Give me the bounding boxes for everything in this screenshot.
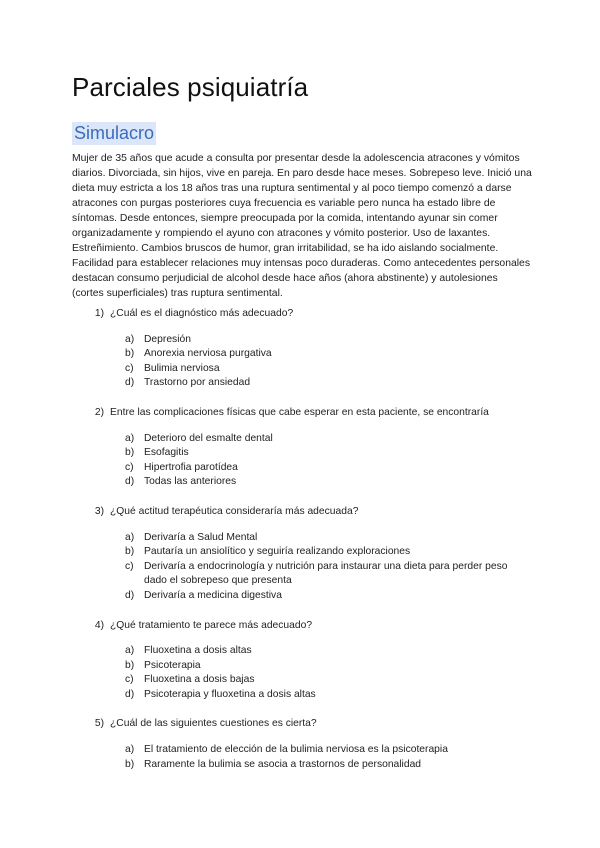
option-letter: c) <box>125 461 134 473</box>
question-line <box>72 406 542 421</box>
option-text: Esofagitis <box>144 447 189 459</box>
question-number: 4) <box>94 619 104 631</box>
answer-options <box>125 333 542 391</box>
question-list <box>72 307 542 772</box>
option-text: Psicoterapia y fluoxetina a dosis altas <box>144 688 316 700</box>
option-text: Anorexia nerviosa purgativa <box>144 348 272 360</box>
answer-option <box>125 673 542 688</box>
answer-option <box>125 475 542 490</box>
option-letter: a) <box>125 531 135 543</box>
question-text: ¿Cuál es el diagnóstico más adecuado? <box>110 308 294 319</box>
answer-options <box>125 644 542 702</box>
answer-option <box>125 432 542 447</box>
answer-option <box>125 461 542 476</box>
option-text: Todas las anteriores <box>144 476 237 488</box>
answer-options <box>125 743 542 772</box>
answer-option <box>125 362 542 377</box>
option-text: El tratamiento de elección de la bulimia nerviosa es la psicoterapia <box>144 744 448 756</box>
option-letter: c) <box>125 674 134 686</box>
option-text: Hipertrofia parotídea <box>144 461 238 473</box>
option-text: Raramente la bulimia se asocia a trastornos de personalidad <box>144 758 422 770</box>
option-letter: a) <box>125 744 135 756</box>
question-line <box>72 307 542 322</box>
answer-options <box>125 531 542 604</box>
answer-option <box>125 333 542 348</box>
question-number: 3) <box>94 505 104 517</box>
option-letter: a) <box>125 645 135 657</box>
question-item <box>72 406 542 490</box>
section-heading: Simulacro <box>74 123 155 143</box>
answer-option <box>125 743 542 758</box>
question-text: Entre las complicaciones físicas que cabe esperar en esta paciente, se encontraría <box>110 406 489 418</box>
option-text: Bulimia nerviosa <box>144 362 220 374</box>
option-text: Derivaría a Salud Mental <box>144 531 258 543</box>
option-letter: b) <box>125 758 135 770</box>
answer-option <box>125 545 542 560</box>
option-text: Deterioro del esmalte dental <box>144 432 273 444</box>
option-letter: a) <box>125 333 135 345</box>
case-description: Mujer de 35 años que acude a consulta por presentar desde la adolescencia atracones y vómitos diarios. Divorciada, sin hijos, vive en pareja. En paro desde hace meses. Sobrepeso leve. Inició una dieta muy estricta a los 18 años tras una ruptura sentimental y al poco tiempo comenzó a darse atracones con purgas posteriores cuya frecuencia es variable pero nunca ha estado libre de síntomas. Desde entonces, siempre preocupada por la comida, intentando ayunar sin comer organizadamente y rompiendo el ayuno con atracones y vómito posterior. Uso de laxantes. Estreñimiento. Cambios bruscos de humor, gran irritabilidad, se ha ido aislando socialmente. Facilidad para establecer relaciones muy intensas poco duraderas. Como antecedentes personales destacan consumo perjudicial de alcohol desde hace años (ahora abstinente) y autolesiones (cortes superficiales) tras ruptura sentimental. <box>72 153 532 300</box>
question-item <box>72 717 542 772</box>
option-text: Fluoxetina a dosis altas <box>144 645 252 657</box>
question-text: ¿Qué actitud terapéutica consideraría más adecuada? <box>110 505 359 517</box>
question-text: ¿Cuál de las siguientes cuestiones es cierta? <box>110 718 317 730</box>
question-item <box>72 619 542 703</box>
question-number: 5) <box>94 718 104 730</box>
question-number: 2) <box>94 406 104 418</box>
answer-option <box>125 347 542 362</box>
option-text: Pautaría un ansiolítico y seguiría realizando exploraciones <box>144 546 411 558</box>
option-text: Psicoterapia <box>144 659 201 671</box>
option-text: Derivaría a endocrinología y nutrición para instaurar una dieta para perder peso dado el sobrepeso que presenta <box>144 560 508 587</box>
question-line <box>72 717 542 732</box>
option-letter: b) <box>125 348 135 360</box>
question-text: ¿Qué tratamiento te parece más adecuado? <box>110 619 313 631</box>
answer-option <box>125 446 542 461</box>
answer-options <box>125 432 542 490</box>
option-letter: b) <box>125 546 135 558</box>
answer-option <box>125 659 542 674</box>
option-letter: c) <box>125 362 134 374</box>
option-text: Derivaría a medicina digestiva <box>144 589 282 601</box>
option-letter: a) <box>125 432 135 444</box>
answer-option <box>125 589 542 604</box>
question-number: 1) <box>94 308 104 319</box>
answer-option <box>125 758 542 773</box>
question-line <box>72 505 542 520</box>
option-text: Fluoxetina a dosis bajas <box>144 674 255 686</box>
page-title: Parciales psiquiatría <box>72 72 309 102</box>
answer-option <box>125 688 542 703</box>
question-item <box>72 505 542 604</box>
answer-option <box>125 560 542 589</box>
question-item <box>72 307 542 391</box>
option-letter: d) <box>125 688 135 700</box>
question-line <box>72 619 542 634</box>
answer-option <box>125 644 542 659</box>
option-text: Trastorno por ansiedad <box>144 377 251 389</box>
option-text: Depresión <box>144 333 191 345</box>
option-letter: b) <box>125 447 135 459</box>
option-letter: c) <box>125 560 134 572</box>
option-letter: d) <box>125 377 135 389</box>
option-letter: b) <box>125 659 135 671</box>
answer-option <box>125 531 542 546</box>
answer-option <box>125 376 542 391</box>
option-letter: d) <box>125 589 135 601</box>
option-letter: d) <box>125 476 135 488</box>
